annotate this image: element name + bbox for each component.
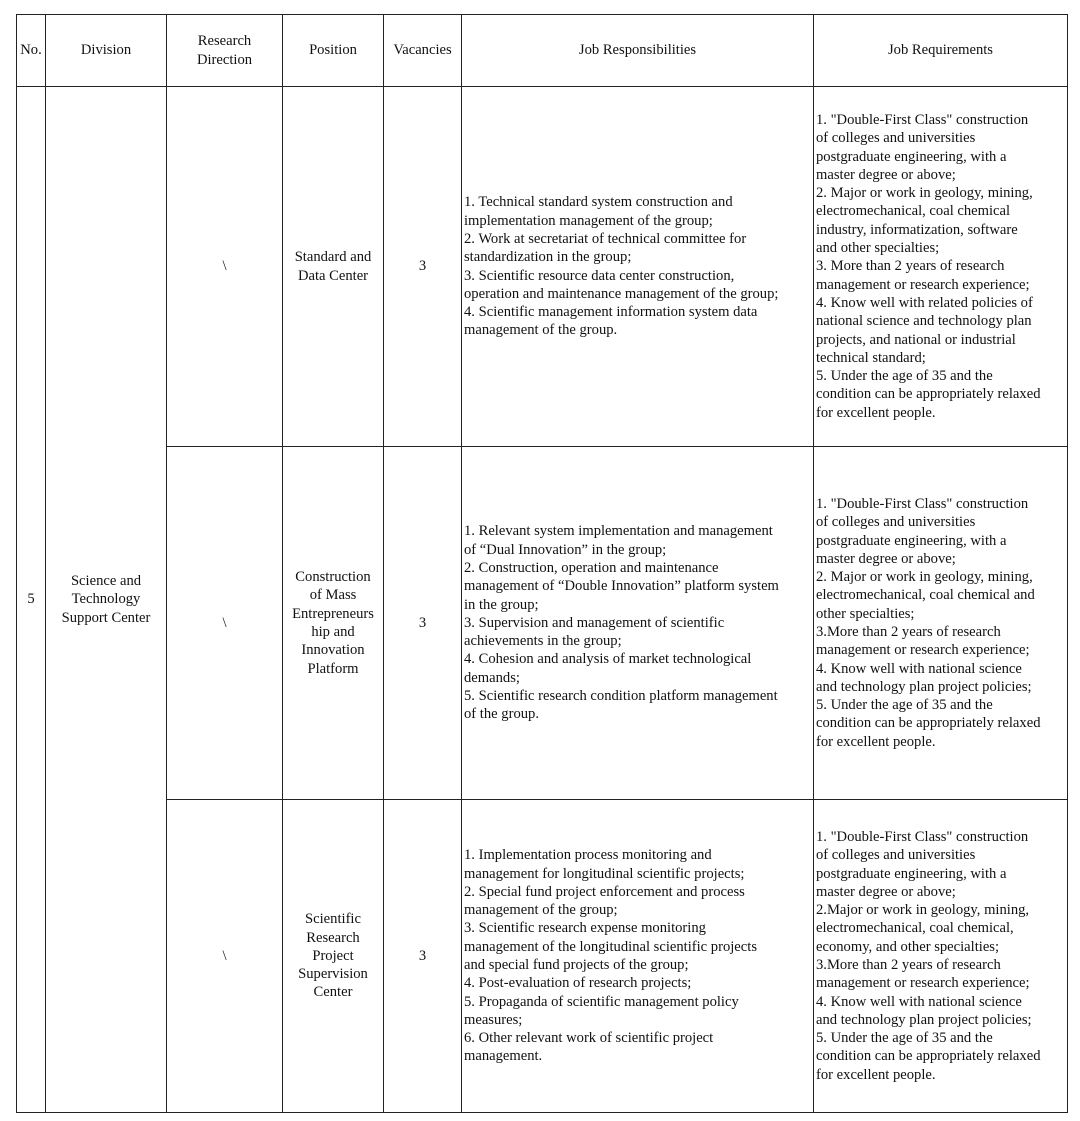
- table-row: [17, 447, 1068, 800]
- responsibility-line: 3. Scientific resource data center construction,: [464, 267, 735, 284]
- requirement-line: postgraduate engineering, with a: [816, 532, 1007, 549]
- requirement-line: 4. Know well with national science: [816, 993, 1022, 1010]
- table-row: [17, 800, 1068, 1113]
- responsibility-line: 4. Post-evaluation of research projects;: [464, 975, 692, 992]
- responsibility-line: 2. Work at secretariat of technical committee for: [464, 230, 747, 247]
- position-line: Standard and: [294, 249, 372, 266]
- requirement-line: national science and technology plan: [816, 313, 1032, 330]
- header-research-direction-line: Research: [197, 33, 252, 50]
- requirement-line: 1. "Double-First Class" construction: [816, 828, 1029, 845]
- requirement-line: 4. Know well with national science: [816, 660, 1022, 677]
- cell-no: 5: [17, 87, 46, 1113]
- requirement-line: master degree or above;: [816, 550, 956, 567]
- requirement-line: management or research experience;: [816, 276, 1030, 293]
- responsibility-line: management.: [464, 1048, 543, 1065]
- responsibility-line: management for longitudinal scientific projects;: [464, 865, 745, 882]
- responsibility-line: 6. Other relevant work of scientific project: [464, 1030, 714, 1047]
- responsibility-line: management of the longitudinal scientific projects: [464, 938, 758, 955]
- responsibility-line: of “Dual Innovation” in the group;: [464, 541, 667, 558]
- responsibility-line: 4. Scientific management information system data: [464, 304, 758, 321]
- requirement-line: 1. "Double-First Class" construction: [816, 111, 1029, 128]
- requirement-line: condition can be appropriately relaxed: [816, 386, 1041, 403]
- responsibility-line: achievements in the group;: [464, 633, 622, 650]
- header-no: No.: [17, 15, 46, 87]
- division-line: Science and: [70, 573, 142, 590]
- responsibility-line: management of “Double Innovation” platform system: [464, 578, 779, 595]
- cell-job-requirements: [814, 87, 1068, 447]
- requirement-line: 1. "Double-First Class" construction: [816, 495, 1029, 512]
- position-line: Supervision: [298, 966, 368, 983]
- header-position: Position: [283, 15, 384, 87]
- requirement-line: of colleges and universities: [816, 130, 976, 147]
- cell-job-requirements: [814, 447, 1068, 800]
- responsibility-line: of the group.: [464, 706, 539, 723]
- cell-job-responsibilities: [462, 800, 814, 1113]
- responsibility-line: 2. Construction, operation and maintenance: [464, 559, 719, 576]
- responsibility-line: and special fund projects of the group;: [464, 957, 689, 973]
- requirement-line: and technology plan project policies;: [816, 678, 1032, 695]
- requirement-line: electromechanical, coal chemical: [816, 203, 1011, 220]
- division-line: Technology: [71, 591, 141, 608]
- responsibility-line: management of the group.: [464, 322, 618, 339]
- responsibility-line: management of the group;: [464, 902, 618, 919]
- cell-vacancies: 3: [384, 447, 462, 800]
- responsibility-line: demands;: [464, 669, 520, 686]
- recruitment-table-container: [16, 14, 1068, 1113]
- requirement-line: 5. Under the age of 35 and the: [816, 697, 993, 714]
- cell-position: [283, 447, 384, 800]
- requirement-line: economy, and other specialties;: [816, 938, 1000, 955]
- requirement-line: 3.More than 2 years of research: [816, 624, 1001, 640]
- cell-vacancies: 3: [384, 800, 462, 1113]
- requirement-line: and technology plan project policies;: [816, 1011, 1032, 1028]
- position-line: Scientific: [305, 911, 361, 928]
- requirement-line: industry, informatization, software: [816, 221, 1018, 238]
- requirement-line: 3. More than 2 years of research: [816, 258, 1005, 275]
- requirement-line: condition can be appropriately relaxed: [816, 715, 1041, 732]
- requirement-line: 2.Major or work in geology, mining,: [816, 902, 1030, 919]
- responsibility-line: measures;: [464, 1011, 523, 1028]
- header-research-direction-line: Direction: [196, 51, 253, 68]
- responsibility-line: 1. Relevant system implementation and management: [464, 523, 773, 540]
- position-line: Platform: [307, 660, 359, 677]
- division-line: Support Center: [61, 609, 151, 626]
- requirement-line: other specialties;: [816, 605, 915, 622]
- responsibility-line: standardization in the group;: [464, 249, 632, 266]
- responsibility-line: 5. Scientific research condition platform management: [464, 688, 778, 705]
- cell-position: [283, 800, 384, 1113]
- cell-job-responsibilities: [462, 447, 814, 800]
- position-line: Center: [313, 984, 353, 1001]
- requirement-line: 2. Major or work in geology, mining,: [816, 185, 1033, 202]
- responsibility-line: 5. Propaganda of scientific management policy: [464, 993, 739, 1010]
- cell-vacancies: 3: [384, 87, 462, 447]
- requirement-line: projects, and national or industrial: [816, 331, 1016, 348]
- position-line: Innovation: [301, 642, 365, 659]
- position-line: Research: [306, 929, 360, 946]
- requirement-line: electromechanical, coal chemical,: [816, 920, 1014, 937]
- requirement-line: technical standard;: [816, 349, 926, 366]
- requirement-line: 5. Under the age of 35 and the: [816, 1030, 993, 1047]
- responsibility-line: 1. Implementation process monitoring and: [464, 847, 712, 864]
- recruitment-table: [16, 14, 1068, 1113]
- requirement-line: for excellent people.: [816, 404, 936, 421]
- requirement-line: of colleges and universities: [816, 847, 976, 864]
- position-line: Entrepreneurs: [292, 605, 374, 622]
- requirement-line: 5. Under the age of 35 and the: [816, 368, 993, 385]
- responsibility-line: 2. Special fund project enforcement and process: [464, 883, 745, 900]
- position-line: Project: [312, 947, 354, 964]
- responsibility-line: in the group;: [464, 596, 539, 613]
- responsibility-line: 3. Supervision and management of scientific: [464, 614, 725, 631]
- responsibility-line: 3. Scientific research expense monitoring: [464, 920, 706, 937]
- responsibility-line: implementation management of the group;: [464, 212, 713, 229]
- position-line: Data Center: [297, 267, 369, 284]
- cell-division: [46, 87, 167, 1113]
- requirement-line: condition can be appropriately relaxed: [816, 1048, 1041, 1065]
- requirement-line: for excellent people.: [816, 1066, 936, 1083]
- requirement-line: postgraduate engineering, with a: [816, 865, 1007, 882]
- header-research-direction: [167, 15, 283, 87]
- header-job-responsibilities: Job Responsibilities: [462, 15, 814, 87]
- requirement-line: master degree or above;: [816, 166, 956, 183]
- header-division: Division: [46, 15, 167, 87]
- responsibility-line: 1. Technical standard system construction and: [464, 194, 733, 211]
- cell-research-direction: \: [167, 87, 283, 447]
- cell-position: [283, 87, 384, 447]
- requirement-line: electromechanical, coal chemical and: [816, 587, 1035, 604]
- responsibility-line: 4. Cohesion and analysis of market technological: [464, 651, 752, 668]
- header-vacancies: Vacancies: [384, 15, 462, 87]
- requirement-line: postgraduate engineering, with a: [816, 148, 1007, 165]
- requirement-line: of colleges and universities: [816, 514, 976, 531]
- position-line: hip and: [311, 624, 355, 640]
- responsibility-line: operation and maintenance management of the group;: [464, 285, 779, 302]
- requirement-line: management or research experience;: [816, 975, 1030, 992]
- requirement-line: for excellent people.: [816, 733, 936, 750]
- requirement-line: and other specialties;: [816, 240, 940, 257]
- cell-research-direction: \: [167, 447, 283, 800]
- requirement-line: 4. Know well with related policies of: [816, 294, 1033, 311]
- requirement-line: master degree or above;: [816, 883, 956, 900]
- cell-job-requirements: [814, 800, 1068, 1113]
- cell-research-direction: \: [167, 800, 283, 1113]
- header-row: [17, 15, 1068, 87]
- requirement-line: 3.More than 2 years of research: [816, 957, 1001, 973]
- requirement-line: management or research experience;: [816, 642, 1030, 659]
- header-job-requirements: Job Requirements: [814, 15, 1068, 87]
- cell-job-responsibilities: [462, 87, 814, 447]
- position-line: of Mass: [309, 587, 357, 604]
- requirement-line: 2. Major or work in geology, mining,: [816, 569, 1033, 586]
- table-row: [17, 87, 1068, 447]
- position-line: Construction: [295, 569, 371, 586]
